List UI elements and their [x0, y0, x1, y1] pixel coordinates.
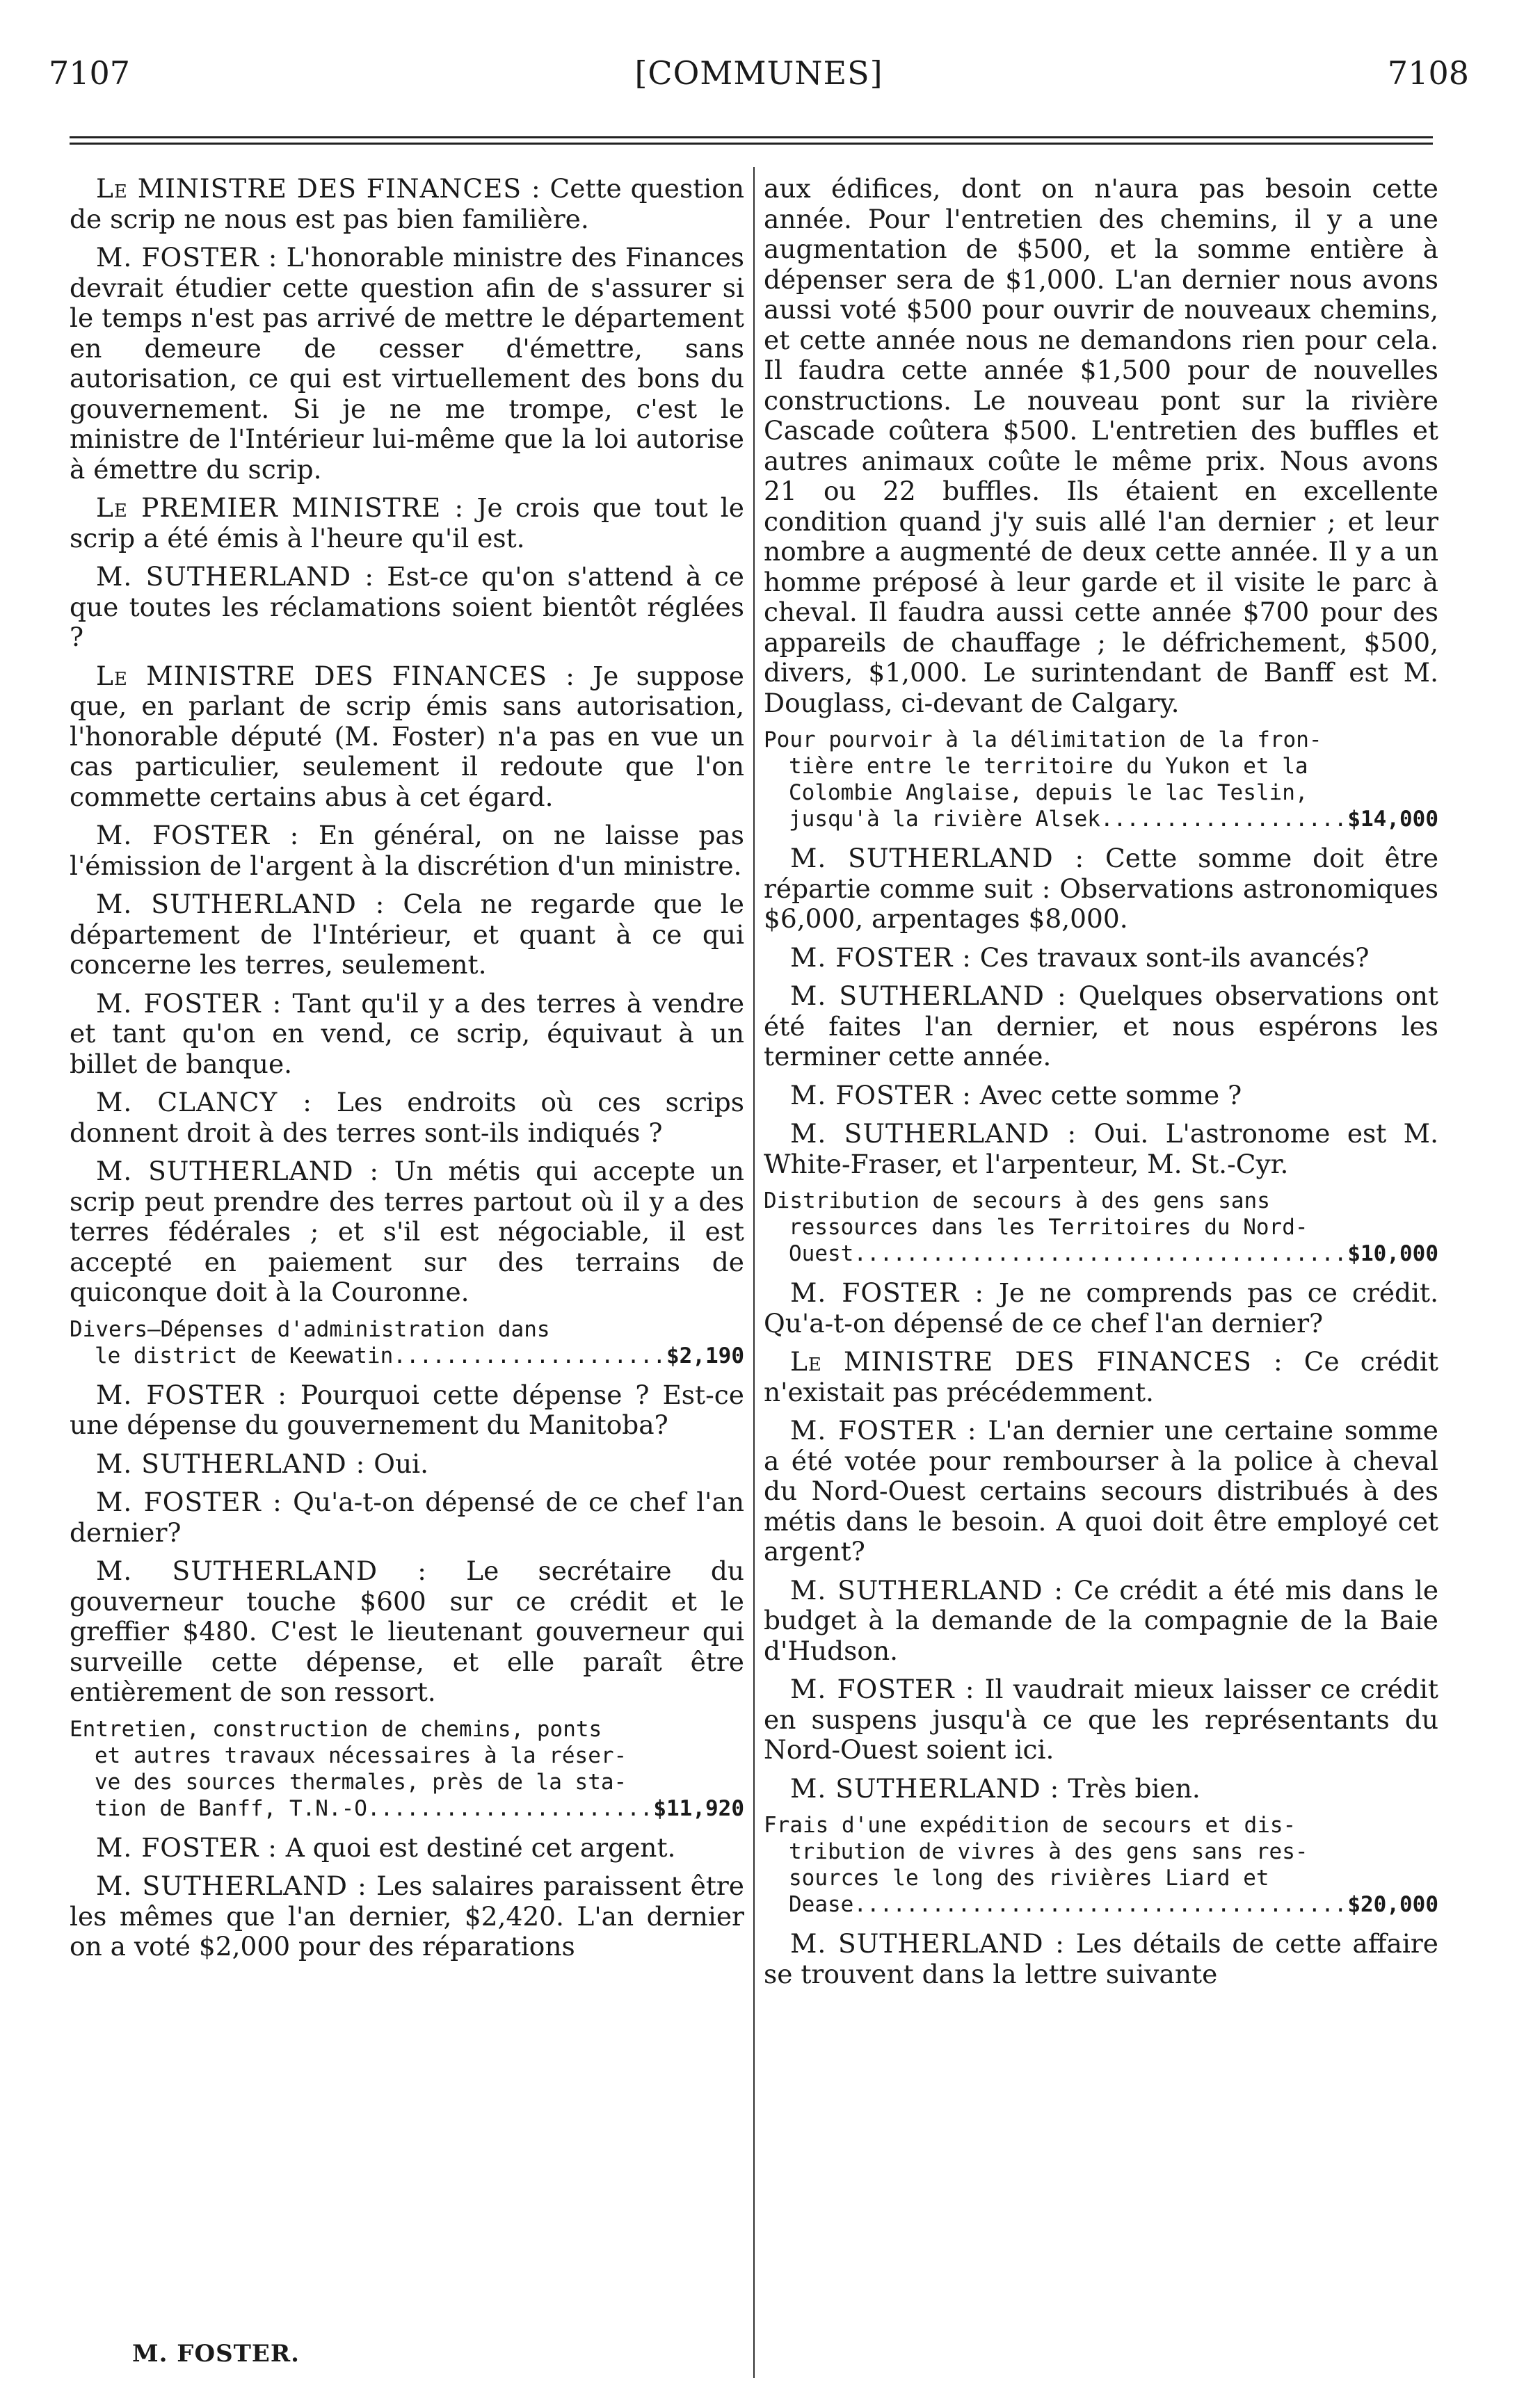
budget-amount: $11,920: [653, 1795, 744, 1821]
column-divider: [753, 167, 755, 2378]
speech-paragraph: [764, 843, 1438, 935]
speaker-name: M. FOSTER :: [790, 1079, 972, 1110]
speaker-name: Le MINISTRE DES FINANCES :: [96, 660, 575, 691]
header-rule-bottom: [70, 143, 1433, 145]
speech-paragraph: [70, 989, 744, 1080]
speech-text: Très bien.: [1068, 1772, 1201, 1804]
budget-item: [70, 1716, 744, 1822]
budget-item: [764, 1188, 1438, 1267]
budget-amount: $14,000: [1347, 807, 1438, 832]
speaker-name: M. FOSTER :: [790, 1415, 977, 1446]
dot-leader: [853, 1891, 1347, 1918]
speech-paragraph: [70, 821, 744, 881]
speaker-name: M. SUTHERLAND :: [96, 1555, 427, 1586]
speech-paragraph: [764, 1576, 1438, 1667]
budget-item-text: tion de Banff, T.N.-O.: [95, 1795, 380, 1821]
speaker-name: M. FOSTER :: [790, 1277, 984, 1308]
budget-amount: $20,000: [1347, 1892, 1438, 1917]
speech-text: Je ne comprends pas ce crédit. Qu'a-t-on dépensé de ce chef l'an dernier?: [764, 1277, 1438, 1339]
budget-item-line: Frais d'une expédition de secours et dis-: [764, 1813, 1297, 1838]
speaker-name: M. FOSTER :: [790, 942, 972, 973]
speech-paragraph: [70, 1556, 744, 1708]
speech-text: Qu'a-t-on dépensé de ce chef l'an dernier?: [70, 1487, 745, 1548]
speech-text: Cela ne regarde que le département de l'Intérieur, et quant à ce qui concerne les terres, seulement.: [70, 889, 744, 980]
speaker-name: M. SUTHERLAND :: [790, 1574, 1063, 1606]
dot-leader: [393, 1343, 666, 1369]
continued-paragraph: aux édifices, dont on n'aura pas besoin cette année. Pour l'entretien des chemins, il y a une augmentation de $500, et la somme entière à dépenser sera de $1,000. L'an dernier nous avons aussi voté $500 pour ouvrir de nouveaux chemins, et cette année nous ne demandons rien pour cela. Il faudra cette année $1,500 pour de nouvelles constructions. Le nouveau pont sur la rivière Cascade coûtera $500. L'entretien des buffles et autres animaux coûte le même prix. Nous avons 21 ou 22 buffles. Ils étaient en excellente condition quand j'y suis allé l'an dernier ; et leur nombre a augmenté de deux cette année. Il y a un homme préposé à leur garde et il visite le parc à cheval. Il faudra aussi cette année $700 pour des appareils de chauffage ; le défrichement, $500, divers, $1,000. Le surintendant de Banff est M. Douglass, ci-devant de Calgary.: [764, 173, 1438, 718]
speech-text: Je crois que tout le scrip a été émis à l'heure qu'il est.: [70, 492, 744, 553]
speech-text: Oui. L'astronome est M. White-Fraser, et l'arpenteur, M. St.-Cyr.: [764, 1118, 1438, 1179]
speech-text: Les détails de cette affaire se trouvent dans la lettre suivante: [764, 1928, 1438, 1989]
speech-paragraph: [764, 1081, 1438, 1111]
budget-item-text: Dease: [789, 1892, 854, 1917]
left-column: [70, 174, 744, 1971]
speech-text: En général, on ne laisse pas l'émission de l'argent à la discrétion d'un ministre.: [70, 820, 744, 881]
dot-leader: [853, 1241, 1347, 1267]
budget-item: [70, 1316, 744, 1369]
speech-paragraph: [764, 1347, 1438, 1407]
page-number-right: 7108: [1387, 54, 1469, 92]
speech-text: Ce crédit n'existait pas précédemment.: [764, 1346, 1438, 1407]
speech-paragraph: [70, 493, 744, 553]
budget-item: [764, 727, 1438, 832]
header-rule-top: [70, 136, 1433, 138]
speech-paragraph: [70, 889, 744, 980]
speech-text: Un métis qui accepte un scrip peut prendre des terres partout où il y a des terres fédérales ; et s'il est négociable, il est accepté en paiement sur des terrains de quiconque doit à la Couronne.: [70, 1156, 744, 1307]
speech-text: Je suppose que, en parlant de scrip émis sans autorisation, l'honorable député (M. Foster) n'a pas en vue un cas particulier, seulement il redoute que l'on commette certains abus à cet égard.: [70, 660, 744, 812]
speech-text: L'an dernier une certaine somme a été votée pour rembourser à la police à cheval du Nord-Ouest certains secours distribués à des métis dans le besoin. A quoi doit être employé cet argent?: [764, 1415, 1438, 1567]
budget-item-line: Divers—Dépenses d'administration dans: [70, 1316, 550, 1342]
speech-paragraph: [764, 1119, 1438, 1179]
budget-item-last-line: [764, 806, 1438, 832]
speaker-name: M. SUTHERLAND :: [790, 1772, 1060, 1804]
budget-item-line: Colombie Anglaise, depuis le lac Teslin,: [789, 780, 1308, 805]
speech-paragraph: [70, 243, 744, 485]
budget-item-last-line: [70, 1343, 744, 1369]
budget-item-text: le district de Keewatin: [95, 1343, 394, 1368]
speech-paragraph: [764, 1416, 1438, 1567]
speech-paragraph: [70, 1871, 744, 1962]
speaker-name: Le MINISTRE DES FINANCES :: [790, 1346, 1283, 1377]
speech-text: Cette somme doit être répartie comme suit : Observations astronomiques $6,000, arpentages $8,000.: [764, 843, 1439, 934]
speech-text: A quoi est destiné cet argent.: [285, 1832, 676, 1863]
budget-item-line: ve des sources thermales, près de la sta-: [95, 1769, 627, 1795]
speech-text: Avec cette somme ?: [979, 1079, 1242, 1110]
speaker-name: Le MINISTRE DES FINANCES :: [96, 173, 541, 204]
speech-text: Tant qu'il y a des terres à vendre et tant qu'on en vend, ce scrip, équivaut à un billet de banque.: [70, 987, 745, 1079]
speech-paragraph: [70, 174, 744, 234]
footer-speaker: M. FOSTER.: [132, 2340, 300, 2368]
budget-item-text: jusqu'à la rivière Alsek: [789, 807, 1100, 832]
speech-paragraph: [70, 1833, 744, 1864]
budget-item-line: Distribution de secours à des gens sans: [764, 1188, 1270, 1213]
speech-paragraph: [764, 1674, 1438, 1765]
speech-paragraph: [764, 1774, 1438, 1804]
speaker-name: M. SUTHERLAND :: [96, 889, 385, 919]
speech-paragraph: [70, 1156, 744, 1308]
budget-item-line: tribution de vivres à des gens sans res-: [789, 1839, 1308, 1864]
speaker-name: M. SUTHERLAND :: [96, 1448, 366, 1479]
speech-paragraph: [764, 981, 1438, 1072]
budget-amount: $2,190: [666, 1343, 744, 1368]
budget-item-line: ressources dans les Territoires du Nord-: [789, 1215, 1308, 1240]
budget-item-line: sources le long des rivières Liard et: [789, 1866, 1269, 1891]
budget-item-last-line: [764, 1241, 1438, 1267]
budget-item-line: et autres travaux nécessaires à la réser-: [95, 1743, 627, 1768]
speaker-name: M. CLANCY :: [96, 1087, 312, 1117]
right-column: [764, 174, 1438, 1998]
page-header: [49, 54, 1469, 103]
speaker-name: M. FOSTER :: [96, 1832, 278, 1863]
speaker-name: M. FOSTER :: [96, 820, 300, 850]
speech-paragraph: [764, 1929, 1438, 1989]
dot-leader: [380, 1795, 654, 1822]
speech-text: Pourquoi cette dépense ? Est-ce une dépense du gouvernement du Manitoba?: [70, 1379, 744, 1440]
speaker-name: M. FOSTER :: [96, 987, 282, 1019]
speech-text: Ces travaux sont-ils avancés?: [979, 942, 1370, 973]
speech-text: Les salaires paraissent être les mêmes que l'an dernier, $2,420. L'an dernier on a voté $2,000 pour des réparations: [70, 1870, 744, 1962]
speech-text: Quelques observations ont été faites l'an dernier, et nous espérons les terminer cette année.: [764, 980, 1438, 1072]
speech-text: Est-ce qu'on s'attend à ce que toutes les réclamations soient bientôt réglées ?: [70, 561, 744, 652]
dot-leader: [1100, 806, 1347, 832]
speech-paragraph: [764, 1278, 1438, 1339]
speech-text: L'honorable ministre des Finances devrait étudier cette question afin de s'assurer si le temps n'est pas arrivé de mettre le département en demeure de cesser d'émettre, sans autorisation, ce qui est virtuellement des bons du gouvernement. Si je ne me trompe, c'est le ministre de l'Intérieur lui-même que la loi autorise à émettre du scrip.: [70, 242, 745, 485]
budget-item-text: Ouest: [789, 1241, 854, 1266]
speaker-name: M. FOSTER :: [96, 242, 278, 273]
speaker-name: M. FOSTER :: [790, 1674, 975, 1704]
budget-item: [764, 1812, 1438, 1918]
speaker-name: M. SUTHERLAND :: [790, 980, 1067, 1011]
speaker-name: M. SUTHERLAND :: [96, 1156, 379, 1186]
budget-item-line: Pour pourvoir à la délimitation de la fron-: [764, 727, 1322, 752]
budget-item-line: tière entre le territoire du Yukon et la: [789, 754, 1308, 779]
budget-amount: $10,000: [1347, 1241, 1438, 1266]
speech-text: Les endroits où ces scrips donnent droit à des terres sont-ils indiqués ?: [70, 1087, 745, 1148]
budget-item-last-line: [70, 1795, 744, 1822]
speech-paragraph: [70, 1380, 744, 1441]
budget-item-last-line: [764, 1891, 1438, 1918]
speech-paragraph: [70, 562, 744, 653]
speaker-name: M. FOSTER :: [96, 1487, 282, 1517]
speaker-name: M. SUTHERLAND :: [96, 561, 374, 592]
speech-text: Ce crédit a été mis dans le budget à la demande de la compagnie de la Baie d'Hudson.: [764, 1574, 1439, 1666]
speech-paragraph: [70, 1449, 744, 1480]
speech-paragraph: [70, 1088, 744, 1148]
speech-text: Il vaudrait mieux laisser ce crédit en suspens jusqu'à ce que les représentants du Nord-Ouest soient ici.: [764, 1674, 1438, 1765]
speaker-name: Le PREMIER MINISTRE :: [96, 492, 465, 523]
speech-paragraph: [70, 1487, 744, 1548]
speaker-name: M. SUTHERLAND :: [790, 1118, 1077, 1149]
speaker-name: M. SUTHERLAND :: [790, 843, 1085, 873]
page-number-left: 7107: [49, 54, 131, 92]
speech-paragraph: [70, 661, 744, 813]
speech-text: Cette question de scrip ne nous est pas bien familière.: [70, 173, 744, 234]
speech-paragraph: [764, 943, 1438, 973]
speaker-name: M. SUTHERLAND :: [96, 1870, 367, 1901]
budget-item-line: Entretien, construction de chemins, ponts: [70, 1716, 602, 1742]
speaker-name: M. SUTHERLAND :: [790, 1928, 1065, 1959]
speech-text: Oui.: [374, 1448, 429, 1479]
speaker-name: M. FOSTER :: [96, 1379, 287, 1410]
running-title: [COMMUNES]: [634, 54, 883, 92]
speech-text: Le secrétaire du gouverneur touche $600 sur ce crédit et le greffier $480. C'est le lieutenant gouverneur qui surveille cette dépense, et elle paraît être entièrement de son ressort.: [70, 1555, 744, 1707]
